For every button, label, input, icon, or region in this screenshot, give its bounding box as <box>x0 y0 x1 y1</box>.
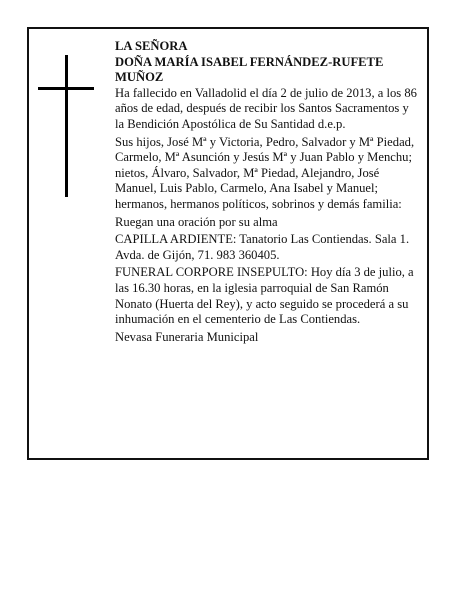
funeral-info: FUNERAL CORPORE INSEPULTO: Hoy día 3 de julio, a las 16.30 horas, en la iglesia parroquial de San Ramón Nonato (Huerta del Rey), y acto seguido se procederá a su inhumación en el cementerio de Las Contiendas. <box>115 265 414 327</box>
obituary-title: LA SEÑORA <box>115 39 188 53</box>
death-announcement: Ha fallecido en Valladolid el día 2 de julio de 2013, a los 86 años de edad, después de recibir los Santos Sacramentos y la Bendición Apostólica de Su Santidad d.e.p. <box>115 85 417 131</box>
funeral-home: Nevasa Funeraria Municipal <box>115 329 259 344</box>
deceased-name: DOÑA MARÍA ISABEL FERNÁNDEZ-RUFETE MUÑOZ <box>115 54 384 85</box>
cross-icon <box>65 55 68 197</box>
chapel-info: CAPILLA ARDIENTE: Tanatorio Las Contiendas. Sala 1. Avda. de Gijón, 71. 983 360405. <box>115 232 410 262</box>
obituary-text <box>115 39 420 347</box>
family-list: Sus hijos, José Mª y Victoria, Pedro, Salvador y Mª Piedad, Carmelo, Mª Asunción y Jesús Mª y Juan Pablo y Menchu; nietos, Álvaro, Salvador, Mª Piedad, Alejandro, José Manuel, Luis Pablo, Carmelo, Ana Isabel y Manuel; hermanos, hermanos políticos, sobrinos y demás familia: <box>115 134 415 211</box>
cross-icon-bar <box>38 87 94 90</box>
prayer-request: Ruegan una oración por su alma <box>115 214 278 229</box>
